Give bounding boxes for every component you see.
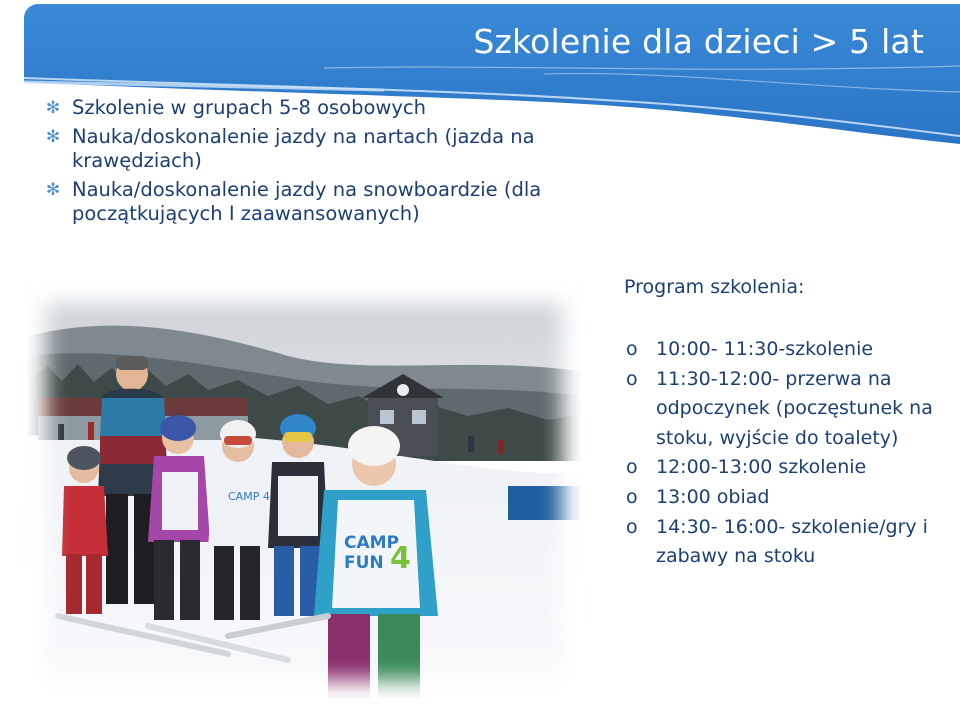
list-item bbox=[44, 178, 604, 227]
photo-illustration bbox=[28, 286, 580, 698]
asterisk-bullet-icon: ✻ bbox=[45, 98, 61, 118]
program-item-text: 14:30- 16:00- szkolenie/gry i zabawy na stoku bbox=[656, 515, 928, 568]
list-item bbox=[44, 96, 604, 121]
list-item bbox=[626, 335, 951, 365]
feature-text: Nauka/doskonalenie jazdy na nartach (jazda na krawędziach) bbox=[72, 124, 535, 172]
circle-bullet-icon: o bbox=[626, 367, 638, 390]
feature-text: Nauka/doskonalenie jazdy na snowboardzie (dla początkujących I zaawansowanych) bbox=[72, 177, 542, 225]
page-title: Szkolenie dla dzieci > 5 lat bbox=[473, 22, 924, 61]
asterisk-bullet-icon: ✻ bbox=[45, 126, 61, 147]
program-item-text: 13:00 obiad bbox=[656, 485, 770, 508]
list-item bbox=[626, 513, 951, 572]
circle-bullet-icon: o bbox=[626, 338, 638, 360]
list-item bbox=[626, 453, 951, 483]
list-item bbox=[44, 125, 604, 174]
list-item bbox=[626, 365, 951, 454]
circle-bullet-icon: o bbox=[626, 515, 638, 538]
program-item-text: 10:00- 11:30-szkolenie bbox=[656, 338, 874, 360]
program-item-text: 11:30-12:00- przerwa na odpoczynek (poczęstunek na stoku, wyjście do toalety) bbox=[656, 367, 933, 449]
bib-text-fun: FUN bbox=[344, 553, 384, 573]
bib-text-four: 4 bbox=[390, 541, 411, 576]
program-list bbox=[626, 335, 951, 572]
feature-text: Szkolenie w grupach 5-8 osobowych bbox=[72, 96, 426, 119]
bib-text-camp: CAMP bbox=[344, 533, 400, 553]
program-heading: Program szkolenia: bbox=[624, 276, 805, 298]
list-item bbox=[626, 483, 951, 513]
ski-group-photo bbox=[28, 286, 580, 698]
asterisk-bullet-icon: ✻ bbox=[45, 179, 61, 200]
circle-bullet-icon: o bbox=[626, 485, 638, 508]
feature-list bbox=[44, 96, 604, 231]
circle-bullet-icon: o bbox=[626, 456, 638, 479]
program-item-text: 12:00-13:00 szkolenie bbox=[656, 456, 867, 479]
bib-text-small: CAMP 4 bbox=[228, 490, 270, 503]
